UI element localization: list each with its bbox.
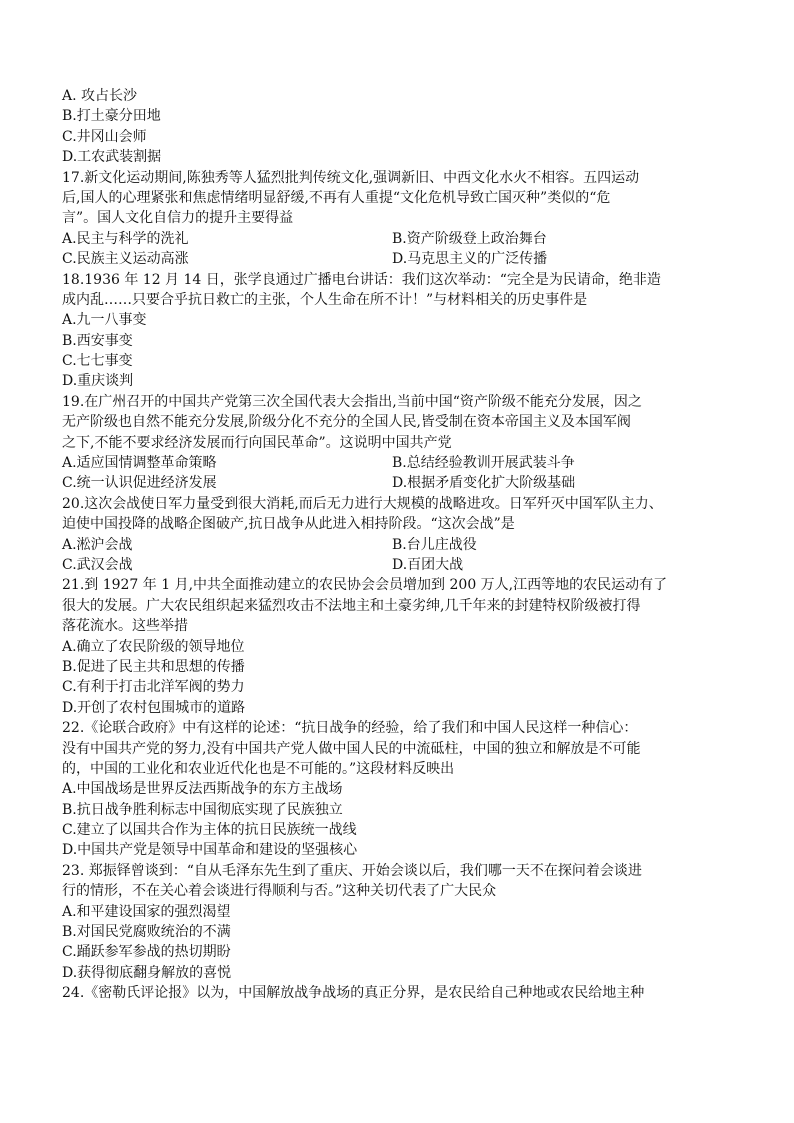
q20-option-c[interactable]: C.武汉会战	[62, 556, 133, 573]
q19-option-b[interactable]: B.总结经验教训开展武装斗争	[392, 455, 575, 472]
q19-option-d[interactable]: D.根据矛盾变化扩大阶级基础	[392, 475, 576, 492]
q21-stem-line: 落花流水。这些举措	[62, 618, 188, 635]
q23-option-c[interactable]: C.踊跃参军参战的热切期盼	[62, 944, 231, 961]
q17-options-row	[62, 229, 742, 249]
q19-stem-line: 之下,不能不要求经济发展而行向国民革命”。这说明中国共产党	[62, 434, 452, 451]
question-20	[62, 494, 742, 576]
q24-stem-line: 24.《密勒氏评论报》以为，中国解放战争战场的真正分界，是农民给自己种地或农民给地主种	[62, 985, 645, 1002]
q17-option-b[interactable]: B.资产阶级登上政治舞台	[392, 230, 547, 247]
q20-stem-line: 迫使中国投降的战略企图破产,抗日战争从此进入相持阶段。“这次会战”是	[62, 516, 515, 533]
q18-stem-line: 成内乱……只要合乎抗日救亡的主张，个人生命在所不计！”与材料相关的历史事件是	[62, 291, 588, 308]
q21-option-a[interactable]: A.确立了农民阶级的领导地位	[62, 638, 245, 655]
q22-option-d[interactable]: D.中国共产党是领导中国革命和建设的坚强核心	[62, 842, 358, 859]
q21-option-b[interactable]: B.促进了民主共和思想的传播	[62, 658, 245, 675]
q22-option-a[interactable]: A.中国战场是世界反法西斯战争的东方主战场	[62, 781, 343, 798]
q20-stem-line: 20.这次会战使日军力量受到很大消耗,而后无力进行大规模的战略进攻。日军歼灭中国军队主力、	[62, 495, 663, 512]
q16-option-d[interactable]: D.工农武装割据	[62, 149, 162, 166]
q17-stem-line: 17.新文化运动期间,陈独秀等人猛烈批判传统文化,强调新旧、中西文化水火不相容。五四运动	[62, 169, 640, 186]
q23-option-b[interactable]: B.对国民党腐败统治的不满	[62, 924, 231, 941]
q23-stem-line: 行的情形，不在关心着会谈进行得顺利与否。”这种关切代表了广大民众	[62, 883, 497, 900]
q20-options-row	[62, 555, 742, 575]
q18-stem-line: 18.1936 年 12 月 14 日，张学良通过广播电台讲话：我们这次举动：“完全是为民请命，绝非造	[62, 271, 661, 288]
q21-stem-line: 21.到 1927 年 1 月,中共全面推动建立的农民协会会员增加到 200 万人,江西等地的农民运动有了	[62, 577, 668, 594]
q17-stem-line: 后,国人的心理紧张和焦虑情绪明显舒缓,不再有人重提“文化危机导致亡国灭种”类似的“危	[62, 189, 611, 206]
question-16-options	[62, 86, 742, 168]
q18-option-a[interactable]: A.九一八事变	[62, 312, 147, 329]
q16-option-c[interactable]: C.井冈山会师	[62, 128, 147, 145]
question-23	[62, 861, 742, 983]
q22-option-c[interactable]: C.建立了以国共合作为主体的抗日民族统一战线	[62, 822, 357, 839]
question-18	[62, 270, 742, 392]
q22-option-b[interactable]: B.抗日战争胜利标志中国彻底实现了民族独立	[62, 801, 343, 818]
q21-option-c[interactable]: C.有利于打击北洋军阀的势力	[62, 679, 245, 696]
question-22	[62, 718, 742, 861]
q20-option-b[interactable]: B.台儿庄战役	[392, 536, 477, 553]
q18-option-d[interactable]: D.重庆谈判	[62, 373, 134, 390]
question-24	[62, 983, 742, 1003]
q19-options-row	[62, 453, 742, 473]
exam-page	[62, 86, 742, 1004]
q17-option-c[interactable]: C.民族主义运动高涨	[62, 251, 189, 268]
q22-stem-line: 22.《论联合政府》中有这样的论述：“抗日战争的经验，给了我们和中国人民这样一种信心：	[62, 720, 638, 737]
q19-stem-line: 19.在广州召开的中国共产党第三次全国代表大会指出,当前中国“资产阶级不能充分发展，因之	[62, 393, 642, 410]
q22-stem-line: 的，中国的工业化和农业近代化也是不可能的。”这段材料反映出	[62, 760, 455, 777]
q16-option-b[interactable]: B.打土豪分田地	[62, 108, 161, 125]
q17-stem-line: 言”。国人文化自信力的提升主要得益	[62, 210, 294, 227]
q18-option-b[interactable]: B.西安事变	[62, 332, 133, 349]
q19-option-c[interactable]: C.统一认识促进经济发展	[62, 475, 217, 492]
q19-options-row	[62, 473, 742, 493]
q20-option-a[interactable]: A.淞沪会战	[62, 536, 133, 553]
q18-option-c[interactable]: C.七七事变	[62, 353, 133, 370]
q23-option-d[interactable]: D.获得彻底翻身解放的喜悦	[62, 964, 232, 981]
q21-option-d[interactable]: D.开创了农村包围城市的道路	[62, 699, 246, 716]
q20-options-row	[62, 535, 742, 555]
q16-option-a[interactable]: A. 攻占长沙	[62, 88, 138, 104]
q17-options-row	[62, 249, 742, 269]
q19-option-a[interactable]: A.适应国情调整革命策略	[62, 455, 217, 472]
q22-stem-line: 没有中国共产党的努力,没有中国共产党人做中国人民的中流砥柱，中国的独立和解放是不可能	[62, 740, 641, 757]
question-21	[62, 575, 742, 718]
question-17	[62, 168, 742, 270]
q23-option-a[interactable]: A.和平建设国家的强烈渴望	[62, 903, 231, 920]
q17-option-d[interactable]: D.马克思主义的广泛传播	[392, 251, 548, 268]
q21-stem-line: 很大的发展。广大农民组织起来猛烈攻击不法地主和土豪劣绅,几千年来的封建特权阶级被打得	[62, 597, 641, 614]
q20-option-d[interactable]: D.百团大战	[392, 556, 464, 573]
question-19	[62, 392, 742, 494]
q23-stem-line: 23. 郑振铎曾谈到：“自从毛泽东先生到了重庆、开始会谈以后，我们哪一天不在探问着会谈进	[62, 862, 642, 879]
q19-stem-line: 无产阶级也自然不能充分发展,阶级分化不充分的全国人民,皆受制在资本帝国主义及本国军阀	[62, 414, 631, 431]
q17-option-a[interactable]: A.民主与科学的洗礼	[62, 230, 189, 247]
